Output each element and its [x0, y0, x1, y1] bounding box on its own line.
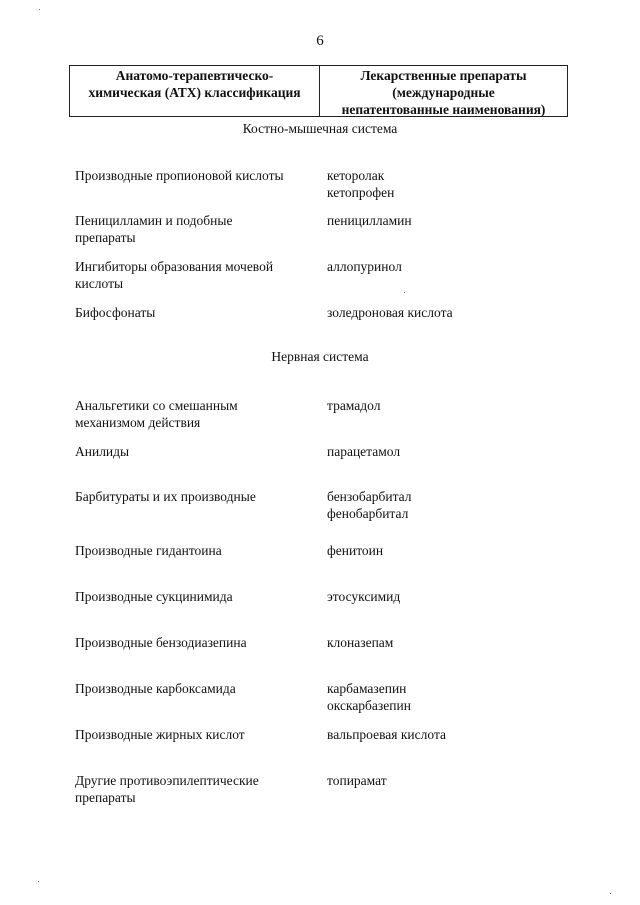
drug-name: пеницилламин: [327, 213, 412, 228]
atc-class-line: Анальгетики со смешанным: [75, 398, 238, 413]
atc-class-line: Бифосфонаты: [75, 305, 156, 320]
drug-names: [327, 304, 577, 321]
table-header: [69, 65, 568, 117]
header-left-line: химическая (АТХ) классификация: [88, 85, 301, 100]
drug-names: [327, 588, 577, 605]
atc-class: [75, 258, 320, 292]
atc-class-line: Производные бензодиазепина: [75, 635, 247, 650]
drug-names: [327, 397, 577, 414]
drug-name: кеторолак: [327, 168, 385, 183]
drug-names: [327, 634, 577, 651]
atc-class-line: Другие противоэпилептические: [75, 773, 259, 788]
scan-speck: [404, 292, 405, 293]
atc-class-line: Производные пропионовой кислоты: [75, 168, 284, 183]
scan-speck: [39, 9, 40, 10]
atc-class-line: кислоты: [75, 276, 124, 291]
atc-class: [75, 167, 320, 184]
drug-name: парацетамол: [327, 444, 401, 459]
drug-name: трамадол: [327, 398, 381, 413]
atc-class: [75, 488, 320, 505]
scan-speck: [38, 881, 39, 882]
header-drug-names: [320, 66, 567, 116]
drug-name: клоназепам: [327, 635, 394, 650]
drug-name: топирамат: [327, 773, 387, 788]
atc-class-line: препараты: [75, 790, 136, 805]
atc-class-line: Производные гидантоина: [75, 543, 222, 558]
drug-name: этосуксимид: [327, 589, 401, 604]
drug-names: [327, 772, 577, 789]
atc-class-line: Пеницилламин и подобные: [75, 213, 233, 228]
atc-class: [75, 726, 320, 743]
drug-name: вальпроевая кислота: [327, 727, 446, 742]
atc-class-line: препараты: [75, 230, 136, 245]
drug-name: бензобарбитал: [327, 489, 412, 504]
atc-class-line: Производные жирных кислот: [75, 727, 245, 742]
drug-name: аллопуринол: [327, 259, 402, 274]
header-right-line: непатентованные наименования): [341, 102, 546, 117]
header-right-line: (международные: [392, 85, 495, 100]
drug-names: [327, 726, 577, 743]
atc-class: [75, 634, 320, 651]
drug-names: [327, 167, 577, 201]
atc-class-line: Ингибиторы образования мочевой: [75, 259, 274, 274]
atc-class-line: Барбитураты и их производные: [75, 489, 256, 504]
section-title-musculoskeletal: Костно-мышечная система: [242, 121, 398, 136]
drug-name: окскарбазепин: [327, 698, 411, 713]
atc-class: [75, 588, 320, 605]
section-title-nervous-system: Нервная система: [271, 349, 369, 364]
atc-class: [75, 772, 320, 806]
atc-class: [75, 304, 320, 321]
drug-names: [327, 488, 577, 522]
header-atc-classification: [70, 66, 320, 116]
atc-class: [75, 542, 320, 559]
drug-names: [327, 542, 577, 559]
page-number: 6: [316, 33, 324, 49]
atc-class-line: Производные карбоксамида: [75, 681, 236, 696]
header-right-line: Лекарственные препараты: [360, 68, 527, 83]
atc-class: [75, 397, 320, 431]
atc-class-line: механизмом действия: [75, 415, 201, 430]
drug-names: [327, 212, 577, 229]
drug-name: фенобарбитал: [327, 506, 409, 521]
atc-class: [75, 680, 320, 697]
drug-names: [327, 443, 577, 460]
drug-name: кетопрофен: [327, 185, 395, 200]
atc-class: [75, 443, 320, 460]
drug-name: фенитоин: [327, 543, 384, 558]
drug-names: [327, 258, 577, 275]
drug-names: [327, 680, 577, 714]
atc-class-line: Анилиды: [75, 444, 130, 459]
drug-name: золедроновая кислота: [327, 305, 453, 320]
drug-name: карбамазепин: [327, 681, 407, 696]
scan-speck: [610, 893, 611, 894]
header-left-line: Анатомо-терапевтическо-: [115, 68, 274, 83]
atc-class: [75, 212, 320, 246]
atc-class-line: Производные сукцинимида: [75, 589, 233, 604]
